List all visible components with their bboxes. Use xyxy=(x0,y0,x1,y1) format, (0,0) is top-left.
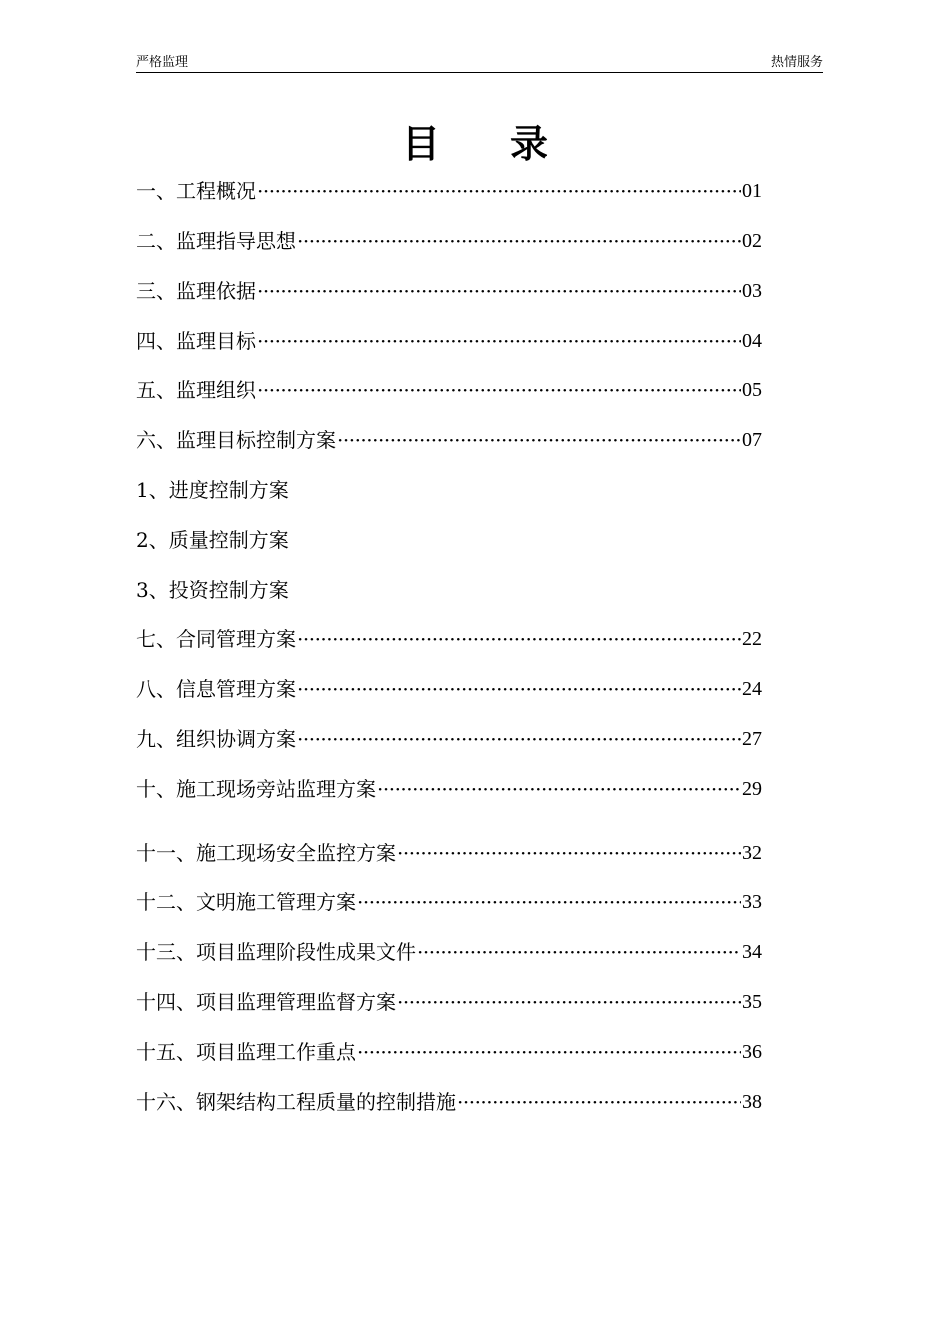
toc-entry-label: 六、监理目标控制方案 xyxy=(136,428,336,452)
toc-entry[interactable] xyxy=(136,987,762,1017)
toc-entry[interactable] xyxy=(136,624,762,654)
toc-entry-page: 02 xyxy=(742,230,762,252)
toc-entry-page: 24 xyxy=(742,678,762,700)
toc-entry-label: 十二、文明施工管理方案 xyxy=(136,890,356,914)
toc-entry-label: 五、监理组织 xyxy=(136,378,256,402)
toc-entry[interactable] xyxy=(136,838,762,868)
toc-entry[interactable] xyxy=(136,276,762,306)
toc-entry-page: 29 xyxy=(742,778,762,800)
toc-entry-page: 22 xyxy=(742,628,762,650)
toc-dot-leader xyxy=(257,326,741,356)
toc-dot-leader xyxy=(397,987,741,1017)
toc-entry-label: 七、合同管理方案 xyxy=(136,627,296,651)
toc-dot-leader xyxy=(257,375,741,405)
toc-entry[interactable] xyxy=(136,326,762,356)
toc-entry-page: 33 xyxy=(742,891,762,913)
toc-entry-label: 十五、项目监理工作重点 xyxy=(136,1040,356,1064)
toc-entry-label: 十四、项目监理管理监督方案 xyxy=(136,990,396,1014)
toc-subentry-label: 1、进度控制方案 xyxy=(136,478,289,502)
toc-dot-leader xyxy=(257,176,741,206)
page-title xyxy=(0,118,950,170)
toc-dot-leader xyxy=(457,1087,741,1117)
toc-subentry[interactable] xyxy=(136,575,762,605)
toc-entry-page: 32 xyxy=(742,842,762,864)
toc-entry[interactable] xyxy=(136,425,762,455)
toc-dot-leader xyxy=(397,838,741,868)
toc-entry-page: 07 xyxy=(742,429,762,451)
toc-dot-leader xyxy=(377,774,741,804)
toc-dot-leader xyxy=(297,724,741,754)
toc-dot-leader xyxy=(357,1037,741,1067)
toc-entry-page: 01 xyxy=(742,180,762,202)
toc-entry-page: 27 xyxy=(742,728,762,750)
toc-entry-label: 三、监理依据 xyxy=(136,279,256,303)
toc-dot-leader xyxy=(417,937,741,967)
title-char-1: 目 xyxy=(401,122,440,166)
header-left-text: 严格监理 xyxy=(136,55,189,70)
toc-entry-label: 十、施工现场旁站监理方案 xyxy=(136,777,376,801)
toc-entry-label: 十一、施工现场安全监控方案 xyxy=(136,841,396,865)
toc-entry-page: 05 xyxy=(742,379,762,401)
toc-entry-label: 九、组织协调方案 xyxy=(136,727,296,751)
header-right-text: 热情服务 xyxy=(770,55,823,70)
toc-subentry-label: 3、投资控制方案 xyxy=(136,578,289,602)
toc-entry-page: 04 xyxy=(742,330,762,352)
toc-dot-leader xyxy=(357,887,741,917)
toc-entry[interactable] xyxy=(136,774,762,804)
toc-entry-label: 八、信息管理方案 xyxy=(136,677,296,701)
toc-entry-label: 四、监理目标 xyxy=(136,329,256,353)
toc-entry-page: 34 xyxy=(742,941,762,963)
toc-dot-leader xyxy=(297,674,741,704)
toc-entry-page: 36 xyxy=(742,1041,762,1063)
title-char-2: 录 xyxy=(510,122,549,166)
toc-entry-label: 二、监理指导思想 xyxy=(136,229,296,253)
toc-entry-label: 十六、钢架结构工程质量的控制措施 xyxy=(136,1090,456,1114)
toc-entry[interactable] xyxy=(136,1037,762,1067)
toc-dot-leader xyxy=(297,624,741,654)
toc-entry-label: 十三、项目监理阶段性成果文件 xyxy=(136,940,416,964)
toc-subentry[interactable] xyxy=(136,525,762,555)
toc-entry-page: 35 xyxy=(742,991,762,1013)
toc-entry[interactable] xyxy=(136,724,762,754)
toc-entry[interactable] xyxy=(136,937,762,967)
toc-entry-page: 38 xyxy=(742,1091,762,1113)
toc-subentry-label: 2、质量控制方案 xyxy=(136,528,289,552)
toc-entry[interactable] xyxy=(136,375,762,405)
toc-dot-leader xyxy=(337,425,741,455)
toc-dot-leader xyxy=(257,276,741,306)
toc-subentry[interactable] xyxy=(136,475,762,505)
page-header xyxy=(136,54,823,73)
toc-entry[interactable] xyxy=(136,226,762,256)
toc-entry[interactable] xyxy=(136,674,762,704)
toc-entry[interactable] xyxy=(136,887,762,917)
toc-entry-label: 一、工程概况 xyxy=(136,179,256,203)
toc-entry[interactable] xyxy=(136,176,762,206)
toc-entry[interactable] xyxy=(136,1087,762,1117)
toc-entry-page: 03 xyxy=(742,280,762,302)
toc-dot-leader xyxy=(297,226,741,256)
